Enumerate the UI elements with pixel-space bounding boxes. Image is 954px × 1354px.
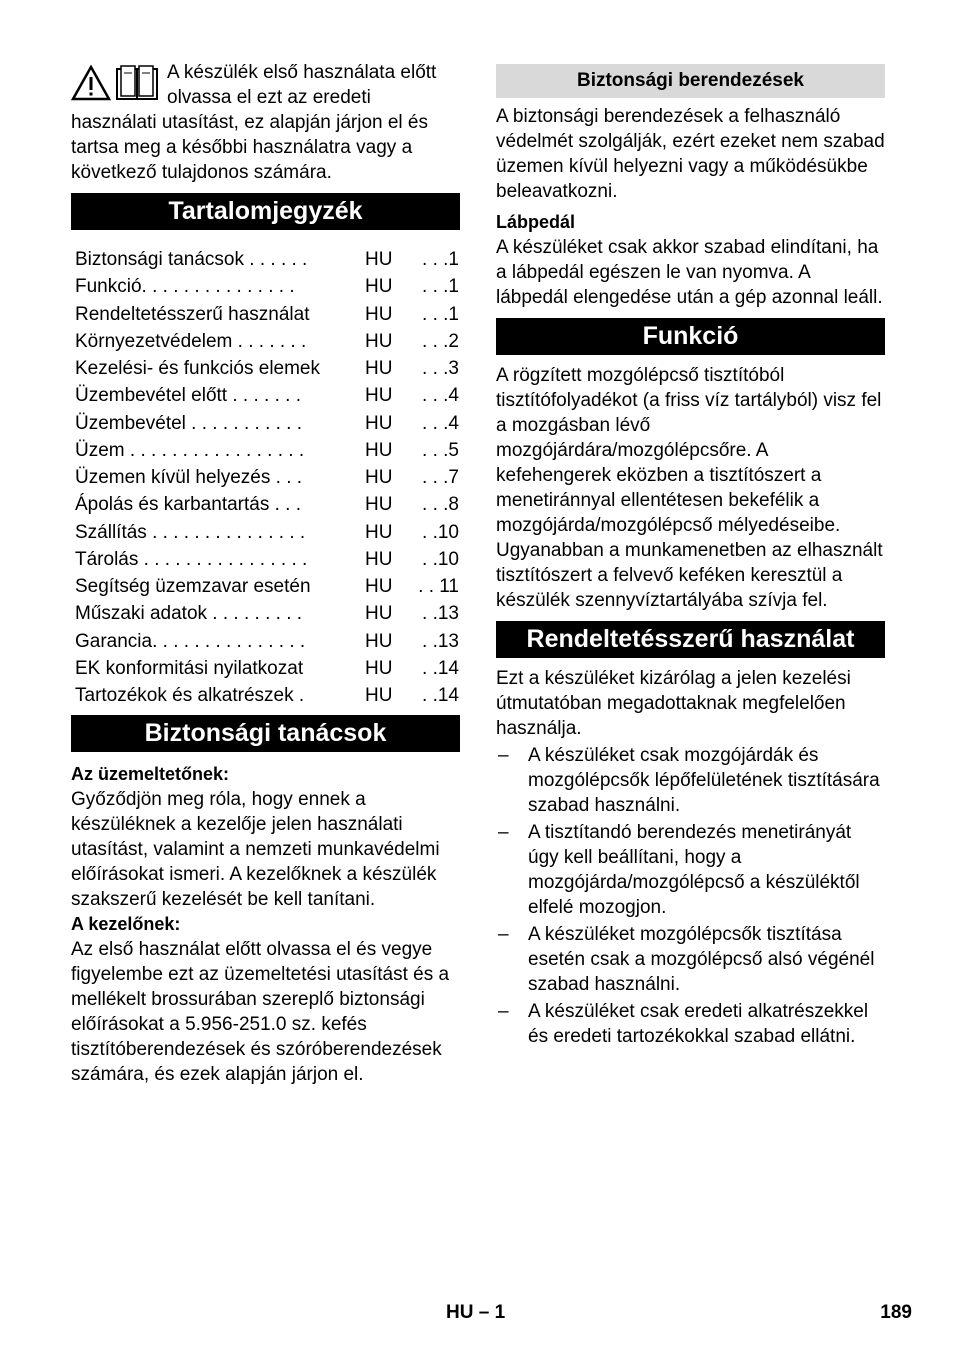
pedal-text: A készüléket csak akkor szabad elindítani, ha a lábpedál egészen le van nyomva. A lábpedál elengedése után a gép azonnal leáll. [496,237,883,308]
toc-entry-page: . . .2 [422,330,459,352]
toc-entry-title: Tartozékok és alkatrészek . [75,685,305,707]
footer-page-number: 189 [880,1302,912,1323]
toc-row [75,464,460,491]
list-item: – A készüléket csak eredeti alkatrészekkel és eredeti tartozékokkal szabad ellátni. [498,1001,869,1047]
toc-entry-language: HU [365,657,393,679]
toc-row [75,382,460,409]
intended-use-text: Ezt a készüléket kizárólag a jelen kezelési útmutatóban megadottaknak megfelelően használja. [496,668,851,739]
user-text: Az első használat előtt olvassa el és vegye figyelembe ezt az üzemeltetési utasítást és a mellékelt brossurában szereplő biztonsági előírásokat a 5.956-251.0 sz. kefés tisztítóberendezések és szóróberendezések számára, és ezek alapján járjon el. [71,939,450,1086]
list-item: – A készüléket csak mozgójárdák és mozgólépcsők lépőfelületének tisztítására szabad használni. [498,745,880,816]
toc-entry-title: Kezelési- és funkciós elemek [75,358,320,380]
user-heading: A kezelőnek: [71,914,181,935]
toc-entry-title: Szállítás . . . . . . . . . . . . . . . [75,521,306,543]
toc-entry-language: HU [365,603,393,625]
function-text: A rögzített mozgólépcső tisztítóból tisztítófolyadékot (a friss víz tartályból) visz fel a mozgásban lévő mozgójárdára/mozgólépcsőre. A kefehengerek eközben a tisztítószert a menetiránnyal ellentétesen bekefélik a mozgójárda/mozgólépcső mélyedéseibe. Ugyanabban a munkamenetben az elhasznált tisztítószert a felvevő keféken keresztül a készülék szennyvíztartályába szívja fel. [496,365,883,611]
toc-entry-title: EK konformitási nyilatkozat [75,657,304,679]
toc-row [75,491,460,518]
toc-row [75,437,460,464]
intended-use-list [496,743,885,1049]
toc-entry-page: . . .5 [422,439,459,461]
left-column [71,60,460,1087]
toc-row [75,546,460,573]
toc-entry-language: HU [365,467,393,489]
toc-entry-page: . . .1 [422,303,459,325]
toc-entry-page: . . .4 [422,385,459,407]
footer-language-page: HU – 1 [446,1302,506,1323]
operator-heading: Az üzemeltetőnek: [71,764,230,785]
toc-entry-title: Üzemen kívül helyezés . . . [75,467,303,489]
toc-entry-language: HU [365,330,393,352]
toc-entry-title: Tárolás . . . . . . . . . . . . . . . . [75,548,308,570]
toc-entry-page: . .10 [422,521,459,543]
toc-entry-title: Segítség üzemzavar esetén [75,576,311,598]
toc-row [75,573,460,600]
toc-entry-language: HU [365,276,393,298]
toc-entry-language: HU [365,521,393,543]
toc-entry-page: . . .3 [422,358,459,380]
intended-use-heading: Rendeltetésszerű használat [496,621,885,658]
toc-row [75,355,460,382]
intro-text: A készülék első használata előtt olvassa el ezt az eredeti használati utasítást, ez alapján járjon el és tartsa meg a későbbi használatra vagy a következő tulajdonos számára. [71,62,437,183]
toc-row [75,628,460,655]
toc-row [75,600,460,627]
toc-row [75,301,460,328]
toc-row [75,328,460,355]
pedal-heading: Lábpedál [496,212,576,232]
safety-heading: Biztonsági tanácsok [71,715,460,752]
toc-entry-title: Ápolás és karbantartás . . . [75,494,302,516]
toc-entry-title: Üzem . . . . . . . . . . . . . . . . . [75,439,305,461]
intro-block [71,60,460,185]
toc-row [75,273,460,300]
toc-entry-title: Biztonsági tanácsok . . . . . . [75,249,308,271]
toc-entry-title: Garancia. . . . . . . . . . . . . . . [75,630,306,652]
right-column [496,60,885,1051]
toc-entry-title: Üzembevétel . . . . . . . . . . . [75,412,303,434]
toc-entry-page: . . .1 [422,276,459,298]
operator-text: Győződjön meg róla, hogy ennek a készüléknek a kezelője jelen használati utasítást, valamint a nemzeti munkavédelmi előírásokat ismeri. A kezelőknek a készülék szakszerű kezelését be kell tanítani. [71,789,440,911]
toc-entry-language: HU [365,685,393,707]
toc-row [75,519,460,546]
list-item: – A tisztítandó berendezés menetirányát úgy kell beállítani, hogy a mozgójárda/mozgólépcső a készüléktől elfelé mozogjon. [498,822,860,918]
toc-entry-language: HU [365,494,393,516]
toc-entry-page: . . .4 [422,412,459,434]
toc-entry-page: . . 11 [418,576,459,598]
toc-entry-language: HU [365,303,393,325]
toc-entry-page: . .14 [422,685,459,707]
toc-entry-language: HU [365,548,393,570]
toc-entry-title: Rendeltetésszerű használat [75,303,310,325]
warning-triangle-icon [71,65,111,101]
toc-entry-title: Környezetvédelem . . . . . . . [75,330,307,352]
toc-entry-page: . . .1 [422,249,459,271]
manual-book-icon [115,65,159,101]
toc-entry-page: . . .7 [422,467,459,489]
toc-entry-title: Üzembevétel előtt . . . . . . . [75,385,301,407]
list-item: – A készüléket mozgólépcsők tisztítása esetén csak a mozgólépcső alsó végénél szabad használni. [498,924,875,995]
toc-entry-page: . .13 [422,603,459,625]
toc-row [75,682,460,709]
toc-entry-title: Műszaki adatok . . . . . . . . . [75,603,303,625]
toc-entry-page: . .13 [422,630,459,652]
toc-entry-language: HU [365,385,393,407]
toc-entry-language: HU [365,249,393,271]
toc-row [75,410,460,437]
toc-entry-language: HU [365,412,393,434]
toc-row [75,655,460,682]
toc-heading: Tartalomjegyzék [71,193,460,230]
toc-entry-page: . .14 [422,657,459,679]
safety-devices-text: A biztonsági berendezések a felhasználó védelmét szolgálják, ezért ezeket nem szabad üzemen kívül helyezni vagy a működésükbe beleavatkozni. [496,106,885,202]
toc-entry-page: . .10 [422,548,459,570]
toc-entry-language: HU [365,439,393,461]
safety-devices-heading: Biztonsági berendezések [496,64,885,98]
toc-entry-page: . . .8 [422,494,459,516]
table-of-contents [71,246,460,709]
toc-entry-language: HU [365,630,393,652]
toc-entry-title: Funkció. . . . . . . . . . . . . . . [75,276,295,298]
function-heading: Funkció [496,318,885,355]
toc-entry-language: HU [365,358,393,380]
toc-row [75,246,460,273]
toc-entry-language: HU [365,576,393,598]
warning-icons [71,65,159,101]
